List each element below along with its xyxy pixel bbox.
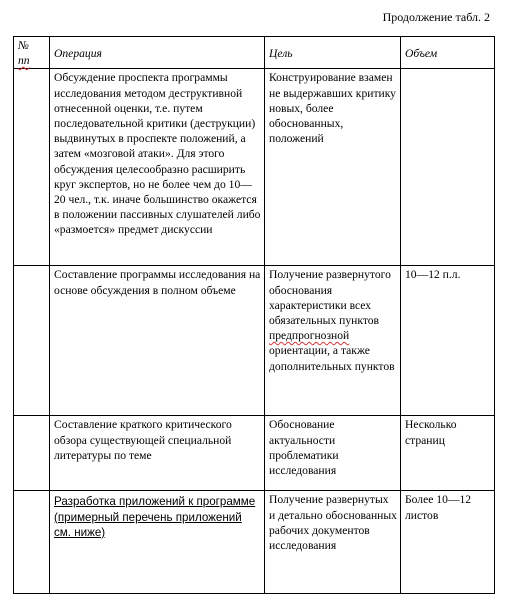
volume-cell — [401, 69, 495, 266]
operations-table — [13, 36, 495, 594]
operation-cell: Обсуждение проспекта программы исследования методом деструктивной отнесенной оценки, т.е. путем последовательной критики (деструкции) выдвинутых в проспекте положений, а затем «мозговой атаки». Для этого обсуждения целесообразно расширить круг экспертов, но не более чем до 10—20 чел., т.к. иначе большинство окажется в положении пассивных слушателей либо «размоется» предмет дискуссии — [50, 69, 265, 266]
table-row — [14, 491, 495, 594]
volume-cell: Более 10—12 листов — [401, 491, 495, 594]
column-header-number: № пп — [14, 37, 50, 69]
row-number-cell — [14, 266, 50, 416]
operation-cell: Разработка приложений к программе (примерный перечень приложений см. ниже) — [50, 491, 265, 594]
volume-cell: Несколько страниц — [401, 416, 495, 491]
row-number-cell — [14, 69, 50, 266]
table-header-row — [14, 37, 495, 69]
volume-cell: 10—12 п.л. — [401, 266, 495, 416]
table-row — [14, 69, 495, 266]
goal-cell: Конструирование взамен не выдержавших критику новых, более обоснованных, положений — [265, 69, 401, 266]
column-header-operation: Операция — [50, 37, 265, 69]
table-caption: Продолжение табл. 2 — [382, 10, 490, 24]
operation-cell: Составление краткого критического обзора существующей специальной литературы по теме — [50, 416, 265, 491]
goal-cell: Обоснование актуальности проблематики исследования — [265, 416, 401, 491]
column-header-goal: Цель — [265, 37, 401, 69]
column-header-volume: Объем — [401, 37, 495, 69]
row-number-cell — [14, 491, 50, 594]
operation-cell: Составление программы исследования на основе обсуждения в полном объеме — [50, 266, 265, 416]
table-row — [14, 266, 495, 416]
goal-cell: Получение развернутого обоснования характеристики всех обязательных пунктов предпрогнозной ориентации, а также дополнительных пунктов — [265, 266, 401, 416]
table-row — [14, 416, 495, 491]
goal-cell: Получение развернутых и детально обоснованных рабочих документов исследования — [265, 491, 401, 594]
row-number-cell — [14, 416, 50, 491]
